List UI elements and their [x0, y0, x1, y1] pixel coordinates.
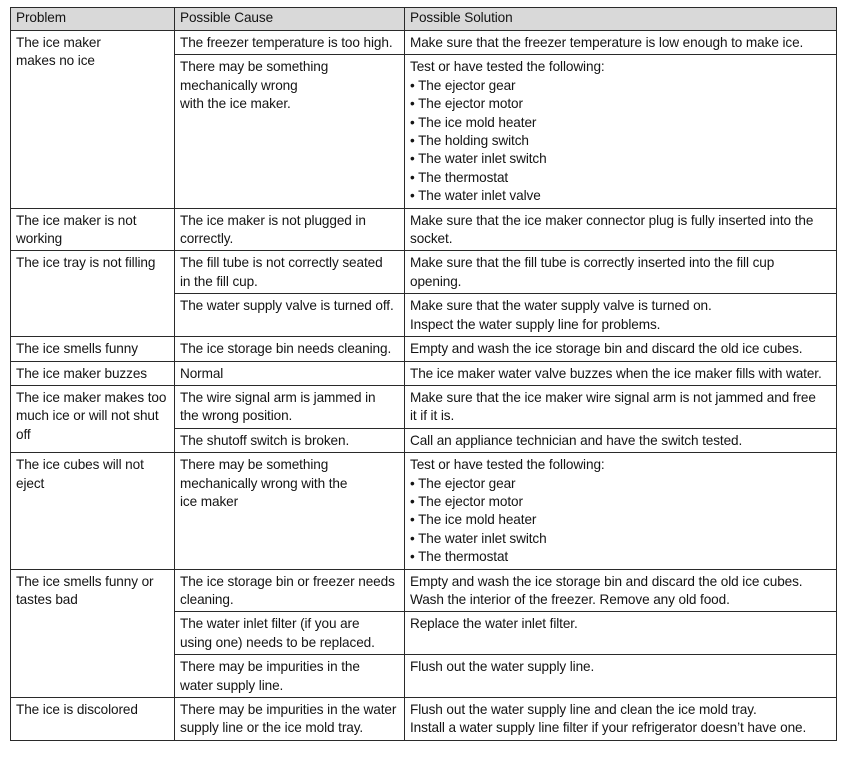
problem-cell: The ice tray is not filling: [11, 251, 175, 337]
cause-cell: The ice storage bin or freezer needs cleaning.: [175, 569, 405, 612]
solution-cell: Make sure that the fill tube is correctly inserted into the fill cup opening.: [405, 251, 837, 294]
solution-cell: Make sure that the ice maker wire signal arm is not jammed and free it if it is.: [405, 385, 837, 428]
header-problem: Problem: [11, 8, 175, 31]
solution-cell: Flush out the water supply line.: [405, 655, 837, 698]
solution-cell: Call an appliance technician and have the switch tested.: [405, 428, 837, 452]
cause-cell: The water inlet filter (if you are using one) needs to be replaced.: [175, 612, 405, 655]
table-row: [11, 337, 837, 361]
cause-cell: The freezer temperature is too high.: [175, 31, 405, 55]
solution-cell: Replace the water inlet filter.: [405, 612, 837, 655]
table-row: [11, 698, 837, 741]
cause-cell: There may be impurities in the water supply line or the ice mold tray.: [175, 698, 405, 741]
solution-cell: The ice maker water valve buzzes when the ice maker fills with water.: [405, 361, 837, 385]
solution-cell: Make sure that the water supply valve is turned on. Inspect the water supply line for problems.: [405, 294, 837, 337]
cause-cell: There may be impurities in the water supply line.: [175, 655, 405, 698]
solution-cell: Empty and wash the ice storage bin and discard the old ice cubes.: [405, 337, 837, 361]
table-row: [11, 385, 837, 428]
header-cause: Possible Cause: [175, 8, 405, 31]
problem-cell: The ice is discolored: [11, 698, 175, 741]
cause-cell: The fill tube is not correctly seated in the fill cup.: [175, 251, 405, 294]
solution-cell: Test or have tested the following: • The ejector gear • The ejector motor • The ice mold heater • The holding switch • The water inlet switch • The thermostat • The water inlet valve: [405, 55, 837, 208]
cause-cell: There may be something mechanically wrong with the ice maker.: [175, 55, 405, 208]
cause-cell: Normal: [175, 361, 405, 385]
table-row: [11, 208, 837, 251]
table-row: [11, 569, 837, 612]
problem-cell: The ice maker makes no ice: [11, 31, 175, 209]
solution-cell: Make sure that the ice maker connector plug is fully inserted into the socket.: [405, 208, 837, 251]
problem-cell: The ice smells funny or tastes bad: [11, 569, 175, 697]
cause-cell: The wire signal arm is jammed in the wrong position.: [175, 385, 405, 428]
troubleshooting-table: [10, 7, 837, 741]
table-row: [11, 453, 837, 569]
cause-cell: The shutoff switch is broken.: [175, 428, 405, 452]
table-row: [11, 361, 837, 385]
problem-cell: The ice maker makes too much ice or will not shut off: [11, 385, 175, 452]
header-solution: Possible Solution: [405, 8, 837, 31]
solution-cell: Test or have tested the following: • The ejector gear • The ejector motor • The ice mold heater • The water inlet switch • The thermostat: [405, 453, 837, 569]
solution-cell: Empty and wash the ice storage bin and discard the old ice cubes. Wash the interior of the freezer. Remove any old food.: [405, 569, 837, 612]
table-row: [11, 251, 837, 294]
cause-cell: The ice storage bin needs cleaning.: [175, 337, 405, 361]
solution-cell: Make sure that the freezer temperature is low enough to make ice.: [405, 31, 837, 55]
table-row: [11, 31, 837, 55]
header-row: [11, 8, 837, 31]
cause-cell: There may be something mechanically wrong with the ice maker: [175, 453, 405, 569]
problem-cell: The ice smells funny: [11, 337, 175, 361]
problem-cell: The ice cubes will not eject: [11, 453, 175, 569]
cause-cell: The water supply valve is turned off.: [175, 294, 405, 337]
problem-cell: The ice maker is not working: [11, 208, 175, 251]
problem-cell: The ice maker buzzes: [11, 361, 175, 385]
solution-cell: Flush out the water supply line and clean the ice mold tray. Install a water supply line filter if your refrigerator doesn’t have one.: [405, 698, 837, 741]
cause-cell: The ice maker is not plugged in correctly.: [175, 208, 405, 251]
troubleshooting-table-wrapper: [10, 7, 837, 741]
